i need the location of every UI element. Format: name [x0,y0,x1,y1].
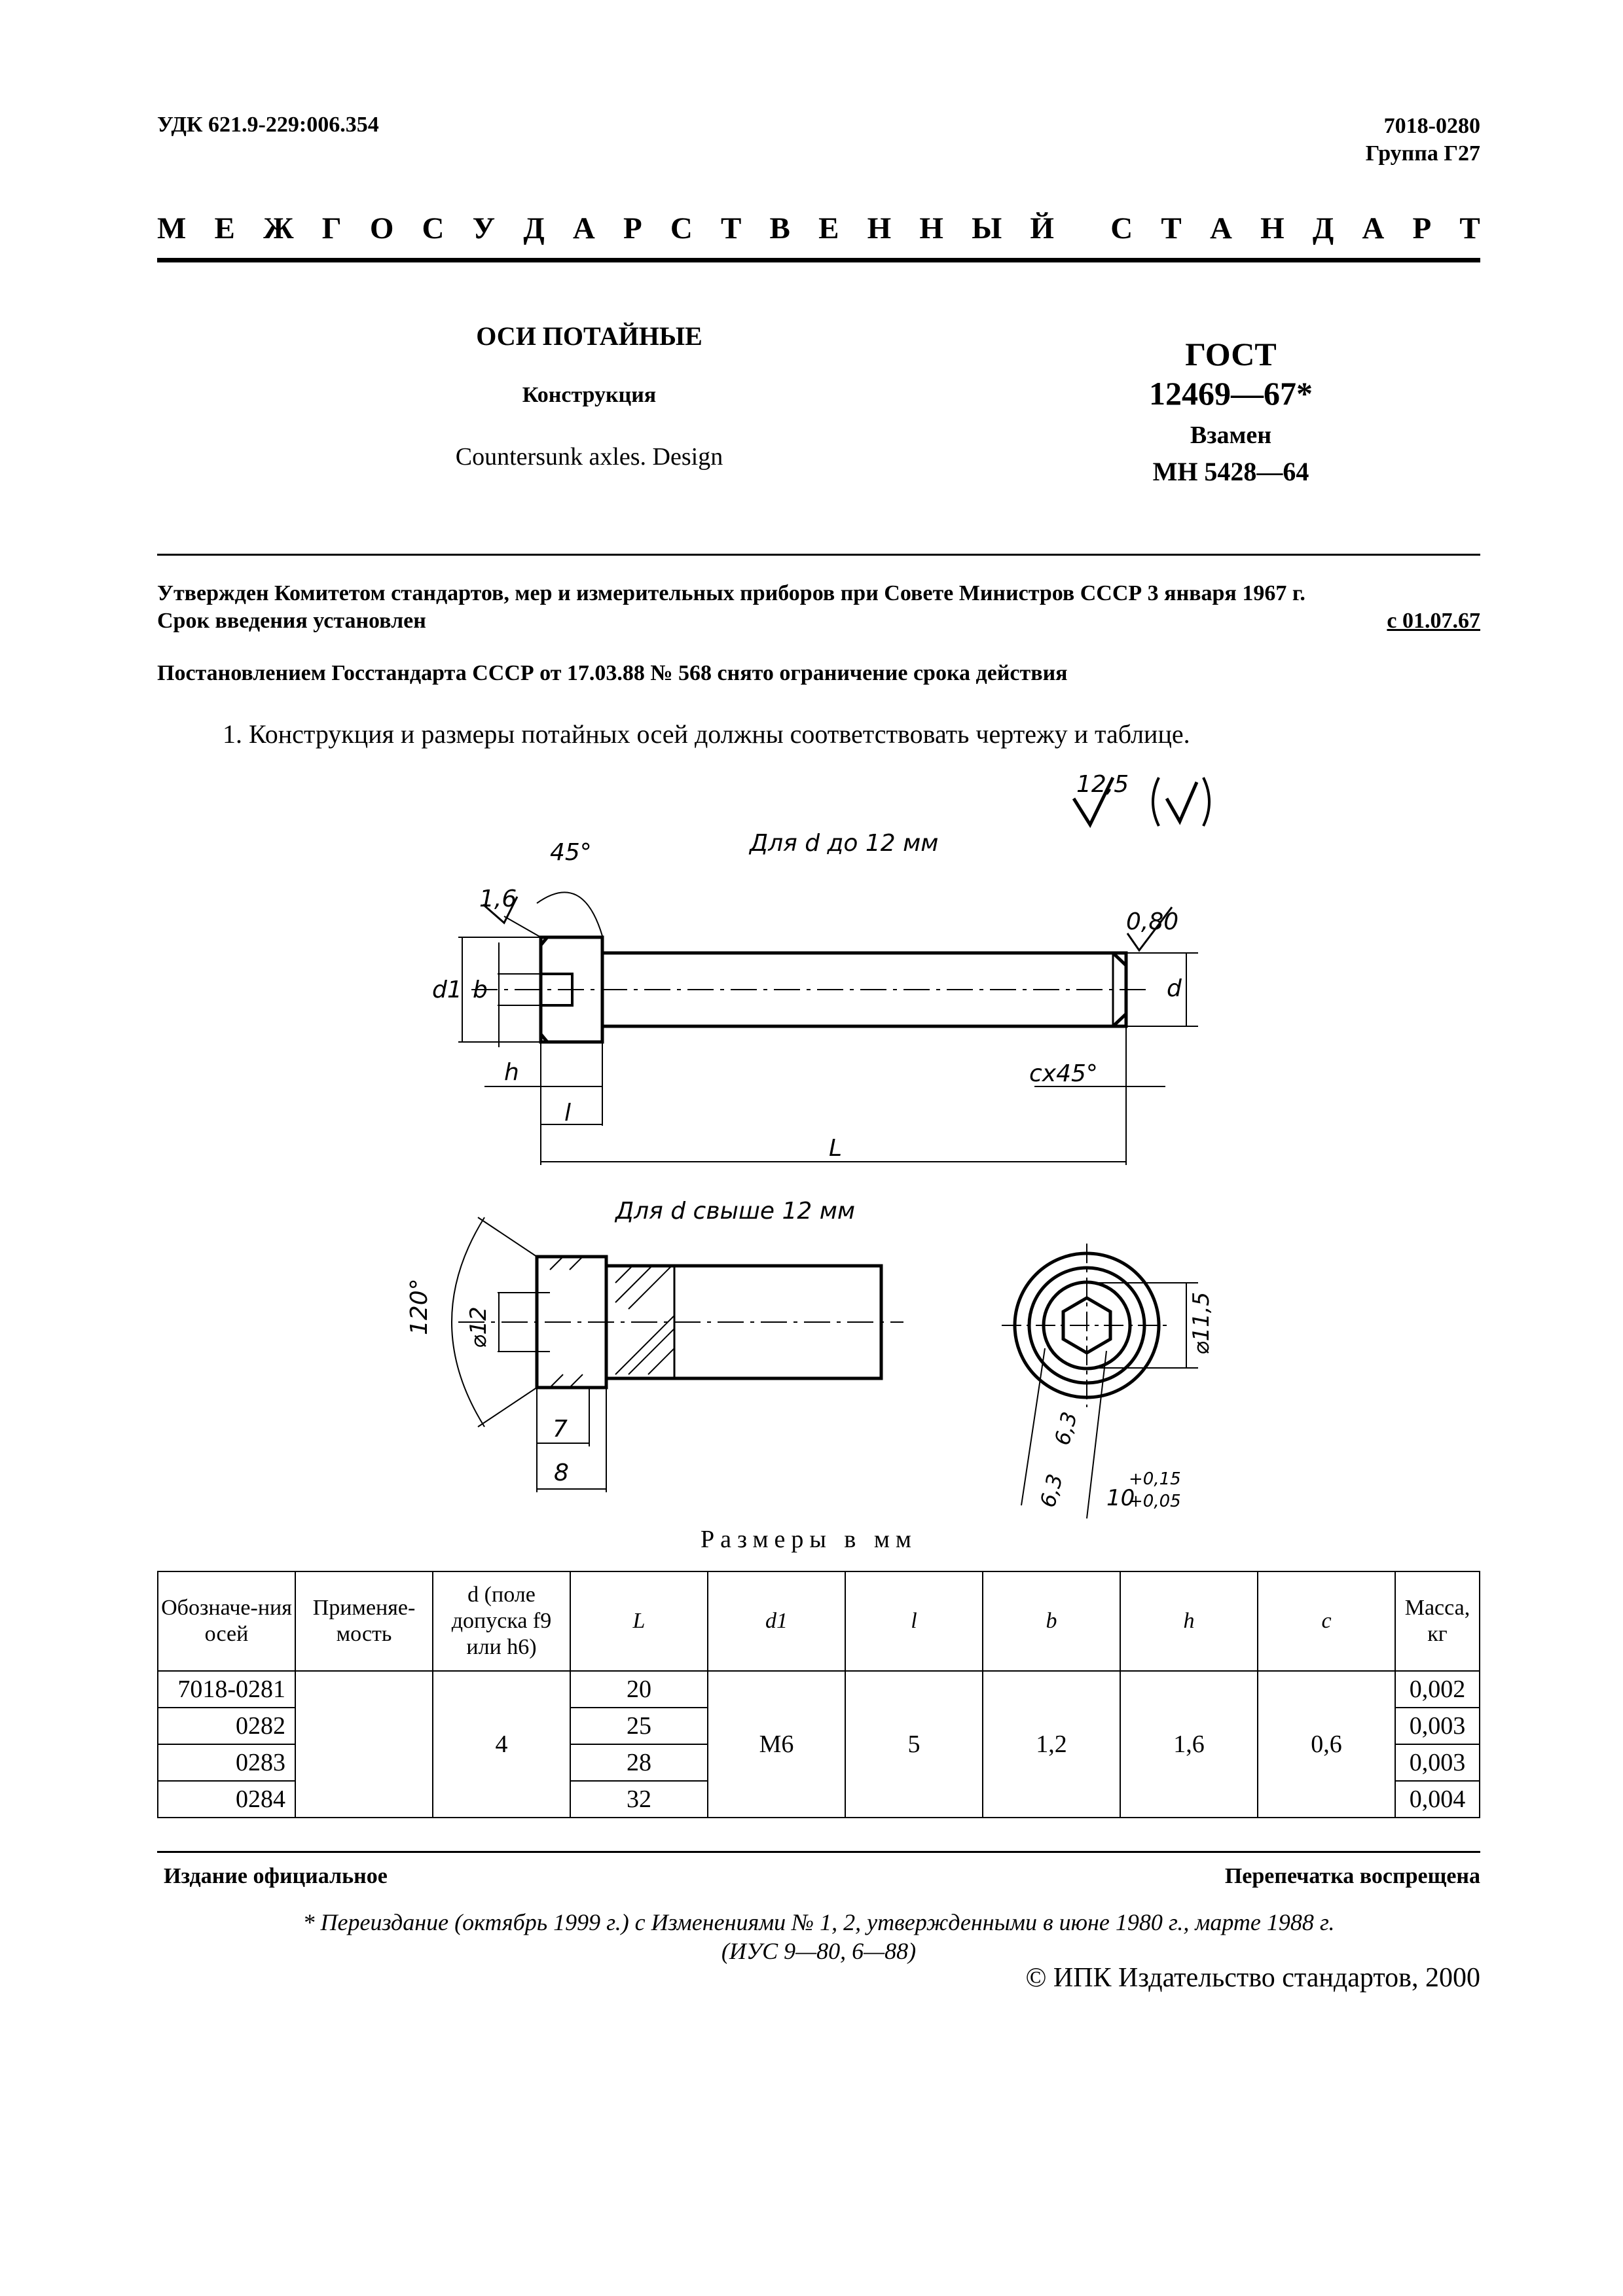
cell-mass: 0,003 [1395,1708,1480,1744]
approval-line: Утвержден Комитетом стандартов, мер и измерительных приборов при Совете Министров СССР 3 января 1967 г. [157,581,1305,605]
col-mass: Масса, кг [1395,1571,1480,1671]
cell-designation: 0282 [158,1708,295,1744]
cell-b: 1,2 [983,1671,1120,1818]
cell-L: 32 [570,1781,708,1818]
table-caption: Размеры в мм [701,1526,917,1553]
heading-letter: Р [623,211,642,245]
col-d: d (поле допуска f9 или h6) [433,1571,570,1671]
cell-mass: 0,004 [1395,1781,1480,1818]
reprint-prohibited: Перепечатка воспрещена [1224,1864,1480,1888]
angle-45-label: 45° [550,839,592,866]
gost-label: ГОСТ [1185,336,1277,372]
angle-120-label: 120° [406,1278,433,1335]
document-title: ОСИ ПОТАЙНЫЕ [476,321,702,351]
col-c: c [1258,1571,1395,1671]
heading-letter: М [157,211,187,245]
caption-large-d: Для d свыше 12 мм [615,1198,856,1225]
footer-rule [157,1851,1480,1853]
dim-6-3-lower: 6,3 [1035,1471,1068,1511]
d-label: d [1167,975,1182,1002]
heading-letter: Н [867,211,892,245]
cell-designation: 7018-0281 [158,1671,295,1708]
official-edition: Издание официальное [164,1864,388,1888]
gost-number: 12469—67* [1149,375,1313,412]
dim-8-label: 8 [554,1460,569,1486]
document-subtitle: Конструкция [522,383,657,407]
col-applicability: Применяе-мость [295,1571,433,1671]
introduction-label: Срок введения установлен [157,609,426,633]
heading-letter: Г [321,211,342,245]
english-title: Countersunk axles. Design [455,443,723,471]
heading-letter: Д [523,211,545,245]
roughness-value: 12,5 [1076,771,1129,798]
heading-letter: Т [721,211,742,245]
heading-letter: Р [1412,211,1432,245]
heading-letter: А [1209,211,1232,245]
roughness-head-label: 1,6 [479,886,517,912]
col-h: h [1120,1571,1258,1671]
heading-letter: Ы [972,211,1002,245]
cell-applicability [295,1671,433,1818]
h-label: h [504,1059,519,1086]
cell-L: 20 [570,1671,708,1708]
heading-letter: С [1110,211,1133,245]
replaces-label: Взамен [1190,422,1272,449]
heading-letter: С [422,211,445,245]
tolerance-lower: +0,05 [1129,1492,1181,1511]
part-number: 7018-0280 [1383,114,1480,138]
chamfer-label: cx45° [1029,1060,1098,1087]
cell-mass: 0,002 [1395,1671,1480,1708]
cell-L: 25 [570,1708,708,1744]
roughness-end-label: 0,80 [1126,908,1179,935]
col-d1: d1 [708,1571,845,1671]
heading-letter: С [670,211,693,245]
heading-letter: Е [818,211,839,245]
l-label: l [564,1100,572,1126]
heading-letter: Й [1030,211,1054,245]
heading-letter: У [472,211,496,245]
col-l: l [845,1571,983,1671]
paragraph-1: 1. Конструкция и размеры потайных осей должны соответствовать чертежу и таблице. [223,719,1190,749]
heading-letter: А [572,211,595,245]
heading-letter: В [769,211,790,245]
dim-6-3-upper: 6,3 [1049,1409,1082,1448]
dia-12-label: ⌀12 [465,1306,492,1348]
udk-code: УДК 621.9-229:006.354 [157,113,379,137]
dim-10-label: 10 [1106,1485,1135,1511]
caption-small-d: Для d до 12 мм [750,830,939,857]
cell-d1: M6 [708,1671,845,1818]
cell-mass: 0,003 [1395,1744,1480,1781]
heading-letter: Н [1260,211,1285,245]
copyright: © ИПК Издательство стандартов, 2000 [1025,1963,1480,1993]
b-label: b [473,977,488,1003]
cell-l: 5 [845,1671,983,1818]
tolerance-upper: +0,15 [1129,1469,1181,1489]
heading-letter: Т [1459,211,1480,245]
cell-d: 4 [433,1671,570,1818]
heading-letter: Е [214,211,235,245]
group-label: Группа Г27 [1365,141,1480,166]
dia-11-5-label: ⌀11,5 [1188,1291,1214,1355]
cell-c: 0,6 [1258,1671,1395,1818]
replaces-standard: МН 5428—64 [1152,457,1309,486]
heading-letter: Д [1312,211,1334,245]
cell-designation: 0283 [158,1744,295,1781]
resolution-line: Постановлением Госстандарта СССР от 17.03.88 № 568 снято ограничение срока действия [157,661,1068,685]
heading-letter: Ж [263,211,294,245]
dimensions-table [157,1571,1480,1818]
reissue-note: * Переиздание (октябрь 1999 г.) с Изменениями № 1, 2, утвержденными в июне 1980 г., марте 1988 г. [302,1909,1335,1935]
heading-letter: Т [1161,211,1182,245]
heading-letter: О [369,211,394,245]
table-header-row [158,1571,1480,1671]
heading-letter: Н [919,211,943,245]
col-designation: Обозначе-ния осей [158,1571,295,1671]
heading-letter: А [1362,211,1385,245]
cell-designation: 0284 [158,1781,295,1818]
table-row [158,1671,1480,1708]
col-b: b [983,1571,1120,1671]
L-label: L [829,1135,843,1162]
ius-note: (ИУС 9—80, 6—88) [721,1938,917,1964]
cell-h: 1,6 [1120,1671,1258,1818]
d1-label: d1 [432,977,462,1003]
introduction-date: с 01.07.67 [1387,609,1480,633]
col-L: L [570,1571,708,1671]
dim-7-label: 7 [553,1416,568,1443]
cell-L: 28 [570,1744,708,1781]
